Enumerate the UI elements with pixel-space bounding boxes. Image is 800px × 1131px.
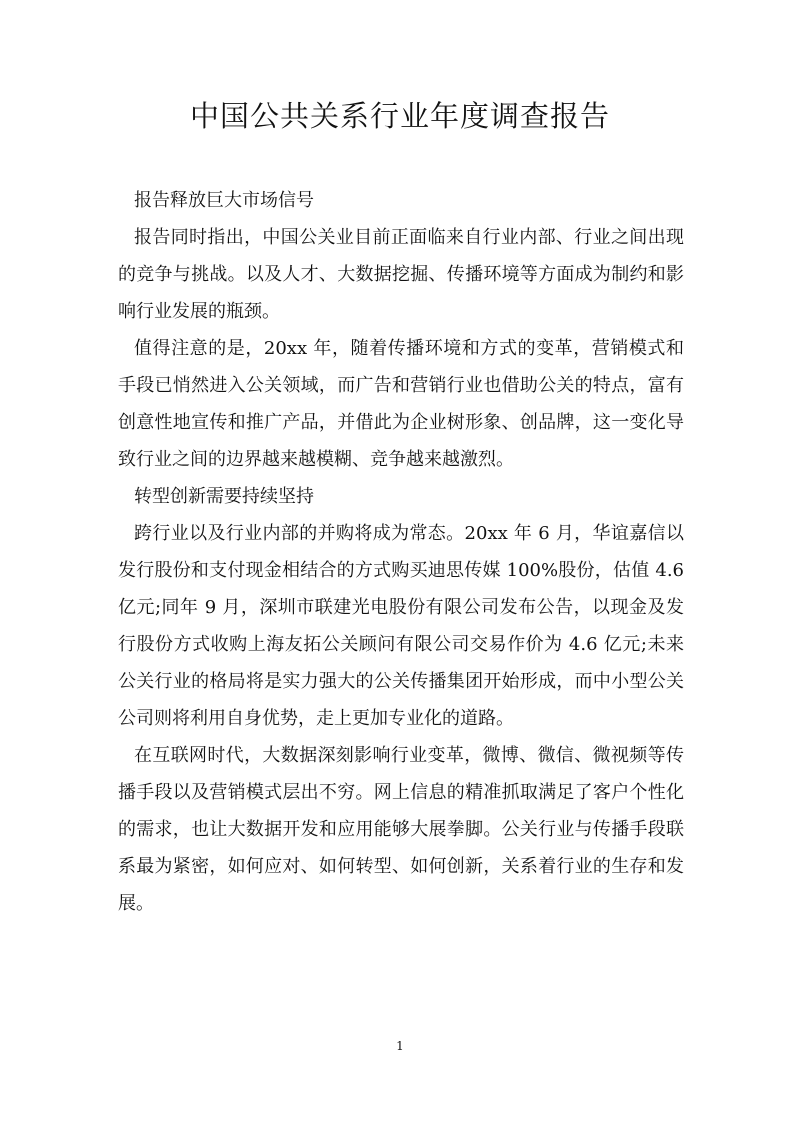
document-body — [118, 182, 684, 922]
section-heading-transformation: 转型创新需要持续坚持 — [134, 486, 314, 507]
document-title: 中国公共关系行业年度调查报告 — [189, 99, 610, 133]
paragraph-mergers-acquisitions: 跨行业以及行业内部的并购将成为常态。20xx 年 6 月，华谊嘉信以发行股份和支付现金相结合的方式购买迪思传媒 100%股份，估值 4.6 亿元;同年 9 月，深圳市联建光电股份有限公司发布公告，以现金及发行股份方式收购上海友拓公关顾问有限公司交易作价为 4.6 亿元;未来公关行业的格局将是实力强大的公关传播集团开始形成，而中小型公关公司则将利用自身优势，走上更加专业化的道路。 — [118, 523, 684, 729]
paragraph-big-data-era: 在互联网时代，大数据深刻影响行业变革，微博、微信、微视频等传播手段以及营销模式层出不穷。网上信息的精准抓取满足了客户个性化的需求，也让大数据开发和应用能够大展拳脚。公关行业与传播手段联系最为紧密，如何应对、如何转型、如何创新，关系着行业的生存和发展。 — [118, 745, 684, 914]
section-heading-market-signal: 报告释放巨大市场信号 — [134, 190, 314, 211]
page-number: 1 — [396, 1039, 404, 1053]
paragraph-marketing-boundaries: 值得注意的是，20xx 年，随着传播环境和方式的变革，营销模式和手段已悄然进入公关领域，而广告和营销行业也借助公关的特点，富有创意性地宣传和推广产品，并借此为企业树形象、创品牌，这一变化导致行业之间的边界越来越模糊、竞争越来越激烈。 — [118, 338, 684, 470]
paragraph-competition-challenges: 报告同时指出，中国公关业目前正面临来自行业内部、行业之间出现的竞争与挑战。以及人才、大数据挖掘、传播环境等方面成为制约和影响行业发展的瓶颈。 — [118, 227, 684, 322]
